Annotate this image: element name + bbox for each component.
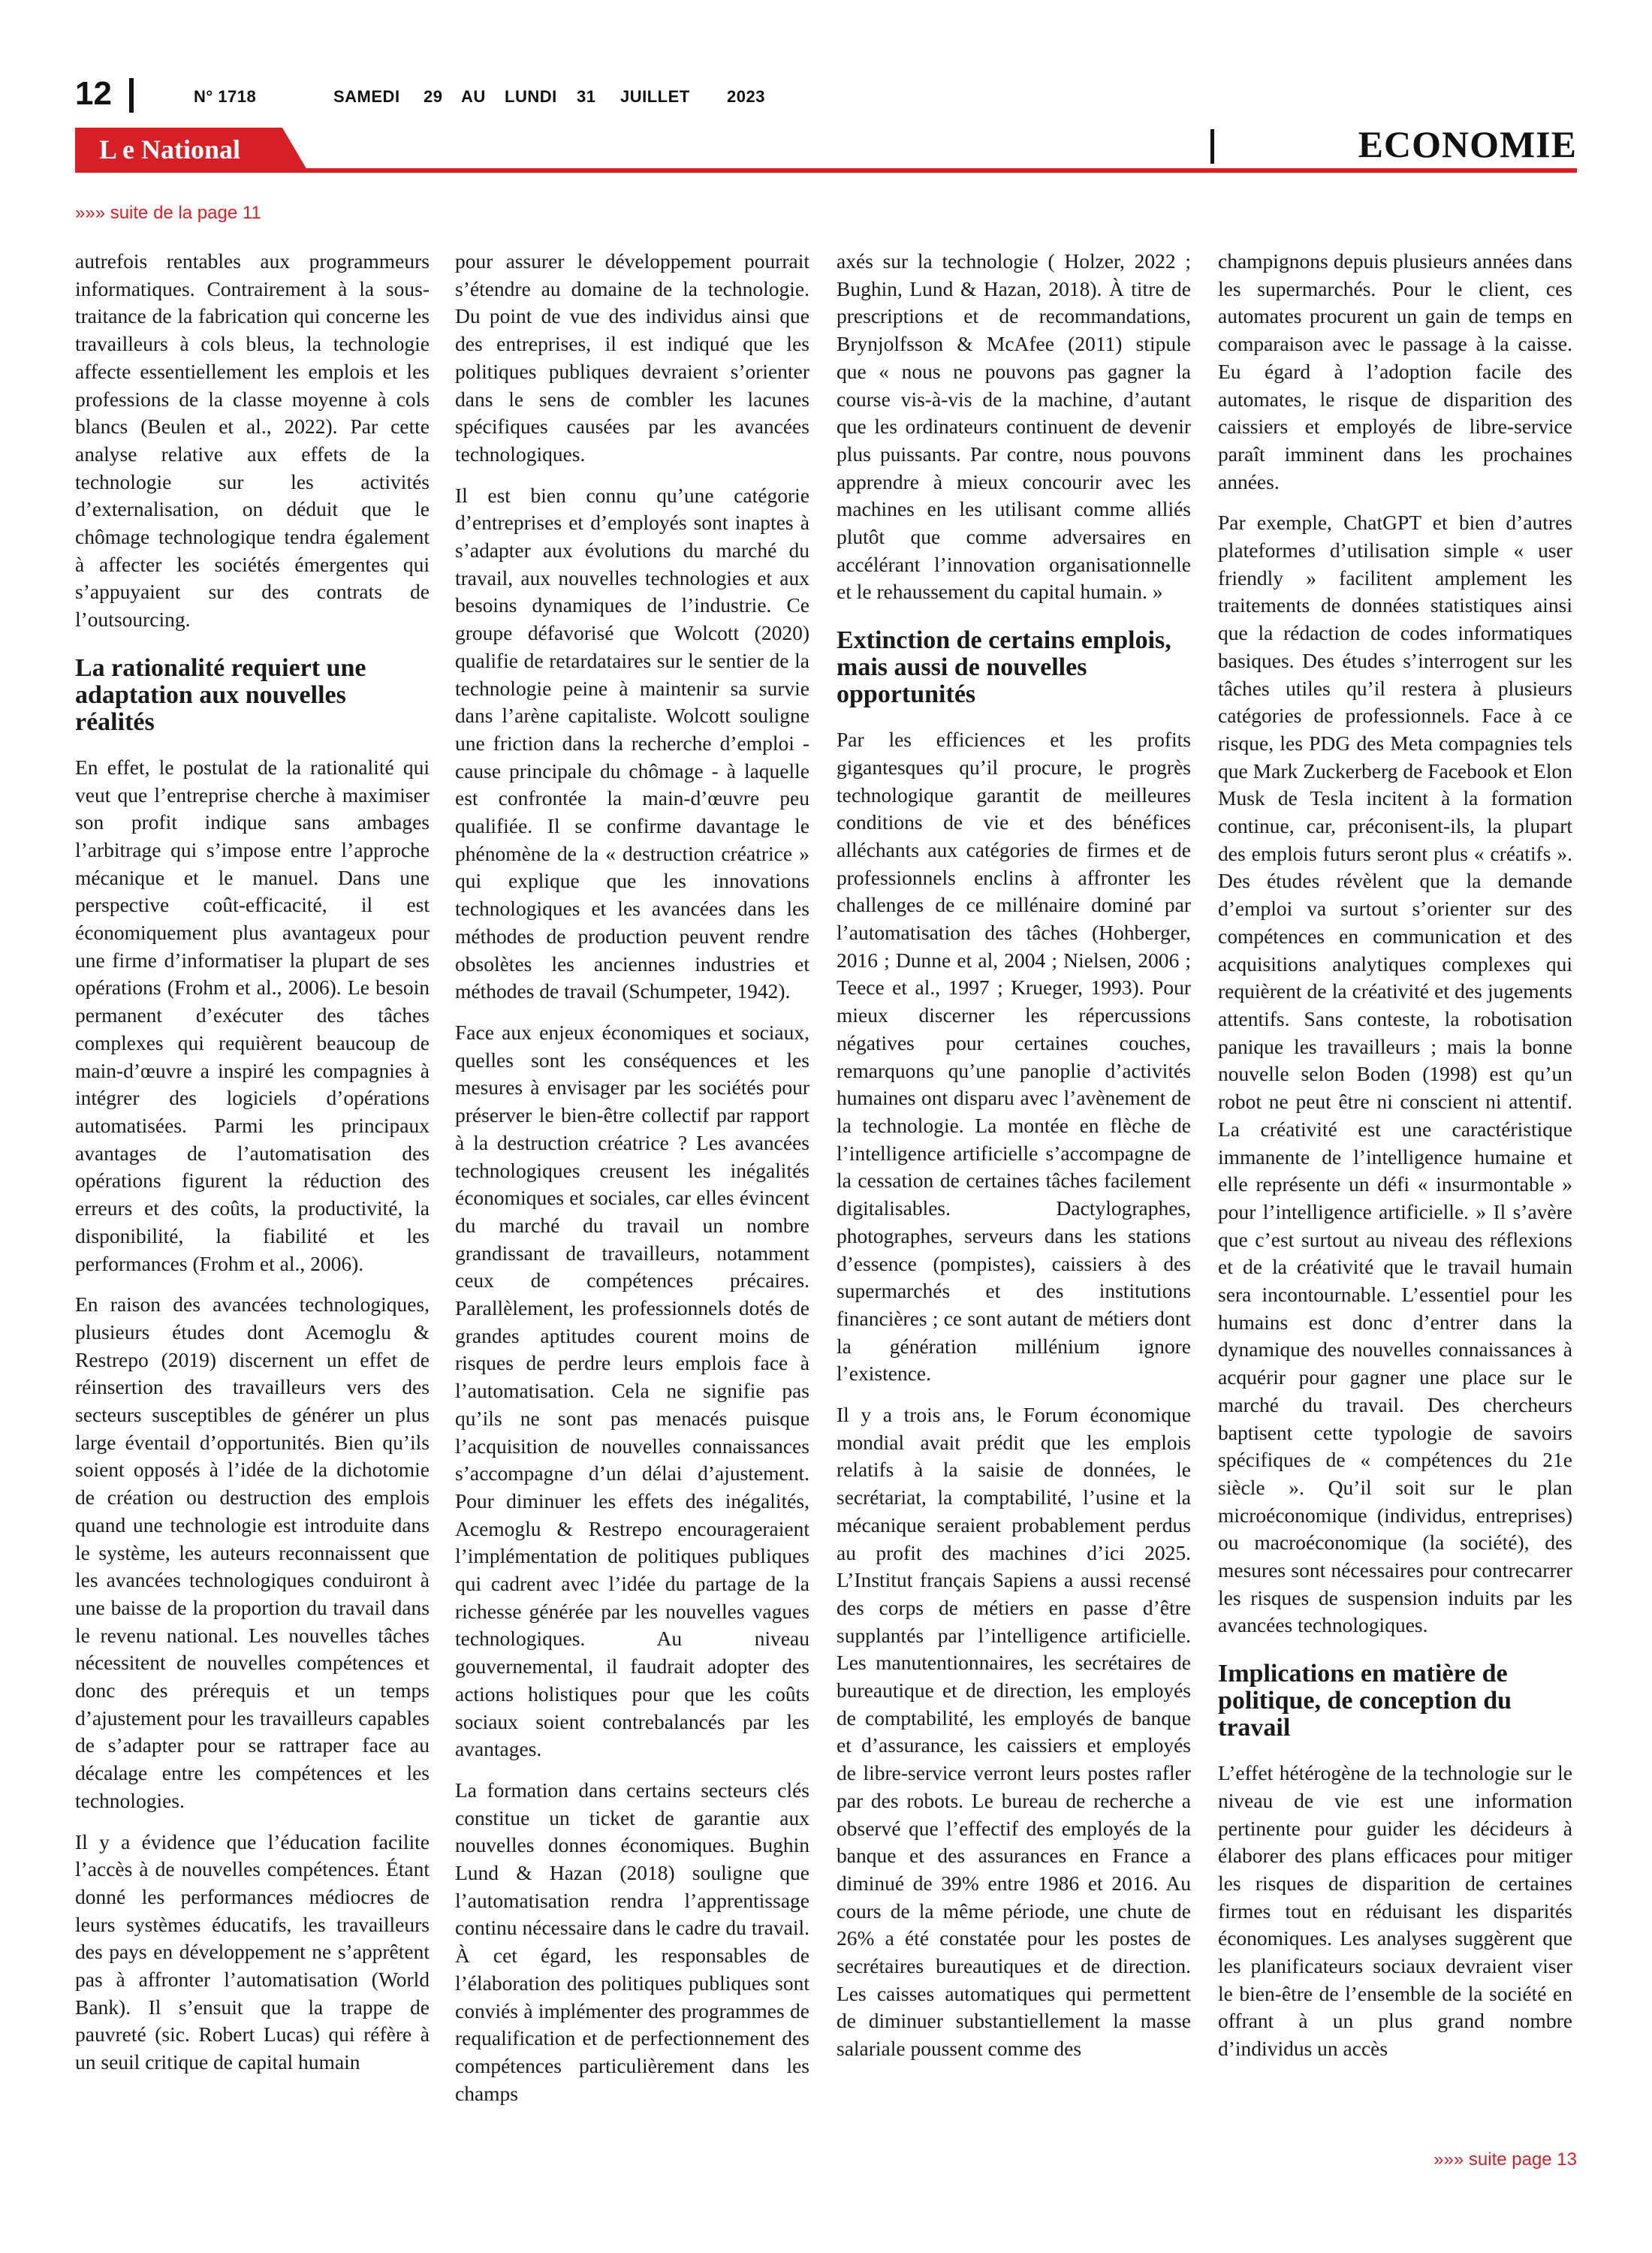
continued-from-link[interactable]: »»» suite de la page 11 (75, 203, 261, 223)
paragraph: Il y a trois ans, le Forum économique mondial avait prédit que les emplois relatifs à la saisie de données, le secrétariat, la comptabilité, l’usine et la mécanique seraient probablement perdus au profit des machines d’ici 2025. L’Institut français Sapiens a aussi recensé des corps de métiers en passe d’être supplantés par l’intelligence artificielle. Les manutentionnaires, les secrétaires de bureautique et de direction, les employés de comptabilité, les employés de banque et d’assurance, les caissiers et employés de libre-service verront leurs postes rafler par des robots. Le bureau de recherche a observé que l’effectif des employés de la banque et des assurances en France a diminué de 39% entre 1986 et 2016. Au cours de la même période, une chute de 26% a été constatée pour les postes de secrétaires bureautiques et de direction. Les caisses automatiques qui permettent de diminuer substantiellement la masse salariale poussent comme des (837, 1403, 1191, 2061)
continued-to-link[interactable]: »»» suite page 13 (1433, 2149, 1577, 2170)
date-num-start: 29 (424, 87, 443, 106)
article-column-3 (837, 248, 1191, 2077)
paragraph: L’effet hétérogène de la technologie sur le niveau de vie est une information pertinente pour guider les décideurs à élaborer des plans efficaces pour mitiger les risques de disparition de certaines firmes tout en réduisant les disparités économiques. Les analyses suggèrent que les planificateurs sociaux devraient viser le bien-être de l’ensemble de la société en offrant à un plus grand nombre d’individus un accès (1218, 1761, 1572, 2061)
date-day-start: SAMEDI (333, 87, 400, 106)
section-title: ECONOMIE (1358, 123, 1577, 165)
paragraph: Par exemple, ChatGPT et bien d’autres plateformes d’utilisation simple « user friendly » facilitent amplement les traitements de données statistiques ainsi que la rédaction de codes informatiques basiques. Des études s’interrogent sur les tâches utiles qu’il restera à plusieurs catégories de professionnels. Face à ce risque, les PDG des Meta compagnies tels que Mark Zuckerberg de Facebook et Elon Musk de Tesla incitent à la formation continue, car, préconisent-ils, la plupart des emplois futurs seront plus « créatifs ». Des études révèlent que la demande d’emploi va surtout s’orienter sur des compétences en communication et des acquisitions analytiques complexes qui requièrent de la créativité et des jugements attentifs. Sans conteste, la robotisation panique les travailleurs ; mais la bonne nouvelle selon Boden (1998) est qu’un robot ne peut être ni conscient ni attentif. La créativité est une caractéristique immanente de l’intelligence humaine et elle représente un défi « insurmontable » pour l’intelligence artificielle. » Il s’avère que c’est surtout au niveau des réflexions et de la créativité que le travail humain sera incontournable. L’essentiel pour les humains est donc d’entrer dans la dynamique des nouvelles connaissances à acquérir pour gagner une place sur le marché du travail. Des chercheurs baptisent cette typologie de savoirs spécifiques de « compétences du 21e siècle ». Qu’il soit sur le plan microéconomique (individus, entreprises) ou macroéconomique (la société), des mesures sont nécessaires pour contrecarrer les risques de suspension induits par les avancées technologiques. (1218, 511, 1572, 1637)
issue-number: N° 1718 (194, 87, 257, 106)
section-divider (1210, 129, 1214, 164)
paragraph: Par les efficiences et les profits gigantesques qu’il procure, le progrès technologique garantit de meilleures conditions de vie et des bénéfices alléchants aux catégories de firmes et de professionnels enclins à affronter les challenges de ce millénaire dominé par l’automatisation des tâches (Hohberger, 2016 ; Dunne et al, 2004 ; Nielsen, 2006 ; Teece et al., 1997 ; Krueger, 1993). Pour mieux discerner les répercussions négatives pour certaines couches, remarquons qu’une panoplie d’activités humaines ont disparu avec l’avènement de la technologie. La montée en flèche de l’intelligence artificielle s’accompagne de la cessation de certaines tâches facilement digitalisables. Dactylographes, photographes, serveurs dans les stations d’essence (pompistes), caissiers à des supermarchés et des institutions financières ; ce sont autant de métiers dont la génération millénium ignore l’existence. (837, 728, 1191, 1386)
page-number-divider (129, 78, 134, 113)
date-month: JUILLET (620, 87, 690, 106)
paragraph: axés sur la technologie ( Holzer, 2022 ; Bughin, Lund & Hazan, 2018). À titre de prescriptions et de recommandations, Brynjolfsson & McAfee (2011) stipule que « nous ne pouvons pas gagner la course vis-à-vis de la machine, d’autant que les ordinateurs continuent de devenir plus puissants. Par contre, nous pouvons apprendre à mieux concourir avec les machines en les utilisant comme alliés plutôt que comme adversaires en accélérant l’innovation organisationnelle et le rehaussement du capital humain. » (837, 249, 1191, 604)
article-column-1 (75, 248, 430, 2090)
article-column-4 (1218, 248, 1572, 2077)
date-au: AU (461, 87, 486, 106)
paragraph: Il y a évidence que l’éducation facilite l’accès à de nouvelles compétences. Étant donné les performances médiocres de leurs systèmes éducatifs, les travailleurs des pays en développement ne s’apprêtent pas à affronter l’automatisation (World Bank). Il s’ensuit que la trappe de pauvreté (sic. Robert Lucas) qui réfère à un seuil critique de capital humain (75, 1829, 430, 2074)
subheading: Implications en matière de politique, de conception du travail (1218, 1660, 1512, 1742)
paragraph: En effet, le postulat de la rationalité qui veut que l’entreprise cherche à maximiser son profit indique sans ambages l’arbitrage qui s’impose entre l’approche mécanique et le manuel. Dans une perspective coût-efficacité, il est économiquement plus avantageux pour une firme d’informatiser la plupart de ses opérations (Frohm et al., 2006). Le besoin permanent d’exécuter des tâches complexes qui requièrent beaucoup de main-d’œuvre a inspiré les compagnies à intégrer des logiciels d’opérations automatisées. Parmi les principaux avantages de l’automatisation des opérations figurent la réduction des erreurs et des coûts, la productivité, la disponibilité, la fiabilité et les performances (Frohm et al., 2006). (75, 755, 430, 1275)
brand-logo: L e National (99, 134, 241, 164)
article-column-2 (455, 248, 809, 2121)
paragraph: champignons depuis plusieurs années dans les supermarchés. Pour le client, ces automates procurent un gain de temps en comparaison avec le passage à la caisse. Eu égard à l’adoption facile des automates, le risque de disparition des caissiers et employés de libre-service paraît imminent dans les prochaines années. (1218, 249, 1572, 493)
header-rule (75, 168, 1577, 173)
paragraph: En raison des avancées technologiques, plusieurs études dont Acemoglu & Restrepo (2019) discernent un effet de réinsertion des travailleurs vers des secteurs susceptibles de générer un plus large éventail d’opportunités. Bien qu’ils soient opposés à l’idée de la dichotomie de création ou destruction des emplois quand une technologie est introduite dans le système, les auteurs reconnaissent que les avancées technologiques conduiront à une baisse de la proportion du travail dans le revenu national. Les nouvelles tâches nécessitent de nouvelles compétences et donc des prérequis et un temps d’ajustement pour les travailleurs capables de s’adapter pour se rattraper face au décalage entre les compétences et les technologies. (75, 1292, 430, 1812)
paragraph: Il est bien connu qu’une catégorie d’entreprises et d’employés sont inaptes à s’adapter aux évolutions du marché du travail, aux nouvelles technologies et aux besoins dynamiques de l’industrie. Ce groupe défavorisé que Wolcott (2020) qualifie de retardataires sur le sentier de la technologie peine à maintenir sa survie dans l’arène capitaliste. Wolcott souligne une friction dans la recherche d’emploi - cause principale du chômage - à laquelle est confrontée la main-d’œuvre peu qualifiée. Il se confirme davantage le phénomène de la « destruction créatrice » qui explique que les innovations technologiques et les avancées dans les méthodes de production peuvent rendre obsolètes les anciennes industries et méthodes de travail (Schumpeter, 1942). (455, 483, 809, 1003)
paragraph: Face aux enjeux économiques et sociaux, quelles sont les conséquences et les mesures à envisager par les sociétés pour préserver le bien-être collectif par rapport à la destruction créatrice ? Les avancées technologiques creusent les inégalités économiques et sociales, car elles évincent du marché du travail un nombre grandissant de travailleurs, notamment ceux de compétences précaires. Parallèlement, les professionnels dotés de grandes aptitudes courent moins de risques de perdre leurs emplois face à l’automatisation. Cela ne signifie pas qu’ils ne sont pas menacés puisque l’acquisition de nouvelles connaissances s’accompagne d’un délai d’ajustement. Pour diminuer les effets des inégalités, Acemoglu & Restrepo encourageraient l’implémentation de politiques publiques qui cadrent avec l’idée du partage de la richesse générée par les nouvelles vagues technologiques. Au niveau gouvernemental, il faudrait adopter des actions holistiques pour que les coûts sociaux soient contrebalancés par les avantages. (455, 1020, 809, 1761)
date-num-end: 31 (577, 87, 596, 106)
paragraph: La formation dans certains secteurs clés constitue un ticket de garantie aux nouvelles donnes économiques. Bughin Lund & Hazan (2018) souligne que l’automatisation rendra l’apprentissage continu nécessaire dans le cadre du travail. À cet égard, les responsables de l’élaboration des politiques publiques sont conviés à implémenter des programmes de requalification et de perfectionnement des compétences particulièrement dans les champs (455, 1778, 809, 2105)
paragraph: autrefois rentables aux programmeurs informatiques. Contrairement à la sous-traitance de la fabrication qui concerne les travailleurs à cols bleus, la technologie affecte essentiellement les emplois et les professions de la classe moyenne à cols blancs (Beulen et al., 2022). Par cette analyse relative aux effets de la technologie sur les activités d’externalisation, on déduit que le chômage technologique tendra également à affecter les sociétés émergentes qui s’appuyaient sur des contrats de l’outsourcing. (75, 249, 430, 632)
subheading: Extinction de certains emplois, mais aussi de nouvelles opportunités (837, 626, 1171, 709)
paragraph: pour assurer le développement pourrait s’étendre au domaine de la technologie. Du point de vue des individus ainsi que des entreprises, il est indiqué que les politiques publiques devraient s’orienter dans le sens de combler les lacunes spécifiques causées par les avancées technologiques. (455, 249, 809, 466)
date-day-end: LUNDI (505, 87, 557, 106)
page-number: 12 (75, 75, 112, 112)
subheading: La rationalité requiert une adaptation aux nouvelles réalités (75, 653, 366, 736)
page-header (75, 75, 1577, 120)
date-year: 2023 (727, 87, 765, 106)
